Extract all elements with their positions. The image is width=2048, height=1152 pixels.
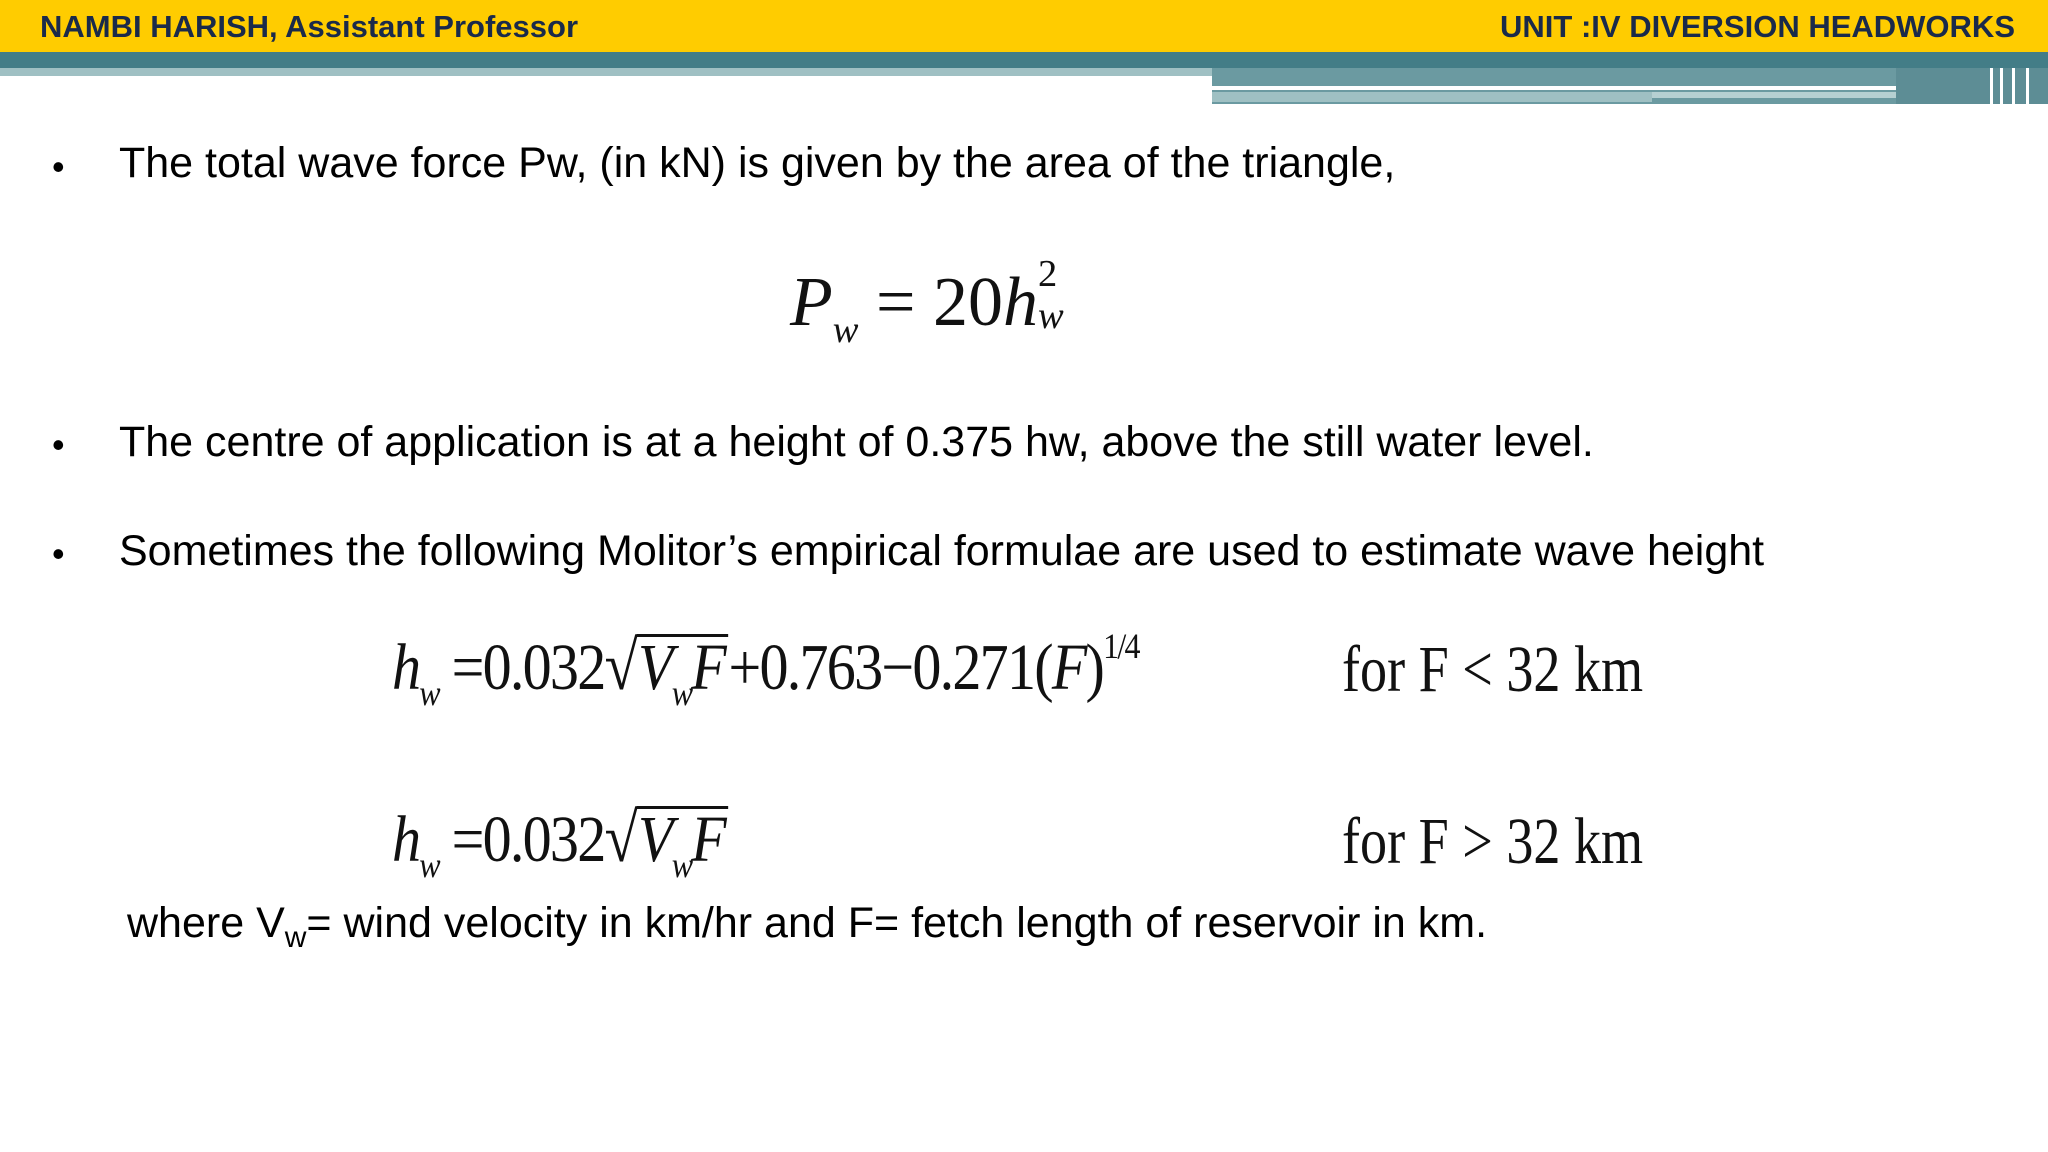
eq-symbol: V (637, 803, 672, 876)
equation-wave-height-short-fetch (392, 628, 1139, 715)
header-stripe-light (0, 68, 1212, 76)
header-stripe (0, 52, 2048, 68)
bullet-marker: • (52, 533, 65, 574)
eq-number: 0.032 (482, 631, 605, 704)
eq-symbol: F (691, 803, 725, 876)
header-tick (2026, 68, 2029, 104)
eq-exponent: 1/4 (1103, 626, 1139, 667)
equation-wave-height-long-fetch (392, 800, 728, 887)
bullet-marker: • (52, 424, 65, 465)
header-author: NAMBI HARISH, Assistant Professor (40, 9, 579, 44)
eq-subscript: w (671, 673, 692, 714)
variable-definitions (127, 898, 1487, 953)
eq-radicand (636, 803, 728, 886)
header-tick (2000, 68, 2003, 104)
where-subscript: w (284, 921, 307, 954)
eq-symbol: F (1051, 631, 1086, 704)
eq-superscript: 2 (1037, 252, 1058, 295)
eq-subscript: w (419, 845, 439, 886)
eq-terms: +0.763−0.271( (728, 631, 1052, 704)
eq-symbol: h (1002, 264, 1038, 341)
eq-symbol: h (392, 631, 420, 704)
equation-wave-force (790, 252, 1073, 353)
header-bar (0, 0, 2048, 52)
radical-sign: √ (604, 799, 637, 876)
eq-subscript: w (832, 309, 859, 352)
eq-number: 20 (932, 264, 1003, 341)
header-stripe-line (1212, 86, 1896, 90)
radical-sign: √ (604, 627, 637, 704)
eq-paren: ) (1085, 631, 1104, 704)
where-suffix: = wind velocity in km/hr and F= fetch length of reservoir in km. (306, 899, 1488, 947)
eq-operator: = (875, 264, 916, 341)
eq-operator: = (451, 803, 483, 876)
eq-subscript: w (1037, 295, 1064, 338)
header-tick (2012, 68, 2015, 104)
eq-number: 0.032 (482, 803, 605, 876)
condition-long-fetch: for F > 32 km (1342, 805, 1644, 878)
eq-subscript: w (419, 673, 439, 714)
header-unit-title: UNIT :IV DIVERSION HEADWORKS (1500, 9, 2015, 44)
bullet-centre-of-application: The centre of application is at a height of 0.375 hw, above the still water level. (119, 418, 1594, 466)
header-stripe-inner-b (1652, 92, 1896, 98)
eq-symbol: h (392, 803, 420, 876)
eq-symbol: V (637, 631, 672, 704)
eq-symbol: F (691, 631, 725, 704)
bullet-molitor-formulae: Sometimes the following Molitor’s empirical formulae are used to estimate wave height (119, 527, 1765, 575)
eq-symbol: P (790, 264, 833, 341)
header-tick (1990, 68, 1993, 104)
eq-radicand (636, 631, 728, 714)
condition-short-fetch: for F < 32 km (1342, 633, 1644, 706)
eq-operator: = (451, 631, 483, 704)
bullet-marker: • (52, 146, 65, 187)
header-stripe-inner (1212, 92, 1652, 102)
where-prefix: where V (127, 899, 285, 947)
bullet-wave-force: The total wave force Pw, (in kN) is given by the area of the triangle, (119, 139, 1396, 187)
eq-subscript: w (671, 845, 692, 886)
eq-supsub (1037, 252, 1073, 338)
